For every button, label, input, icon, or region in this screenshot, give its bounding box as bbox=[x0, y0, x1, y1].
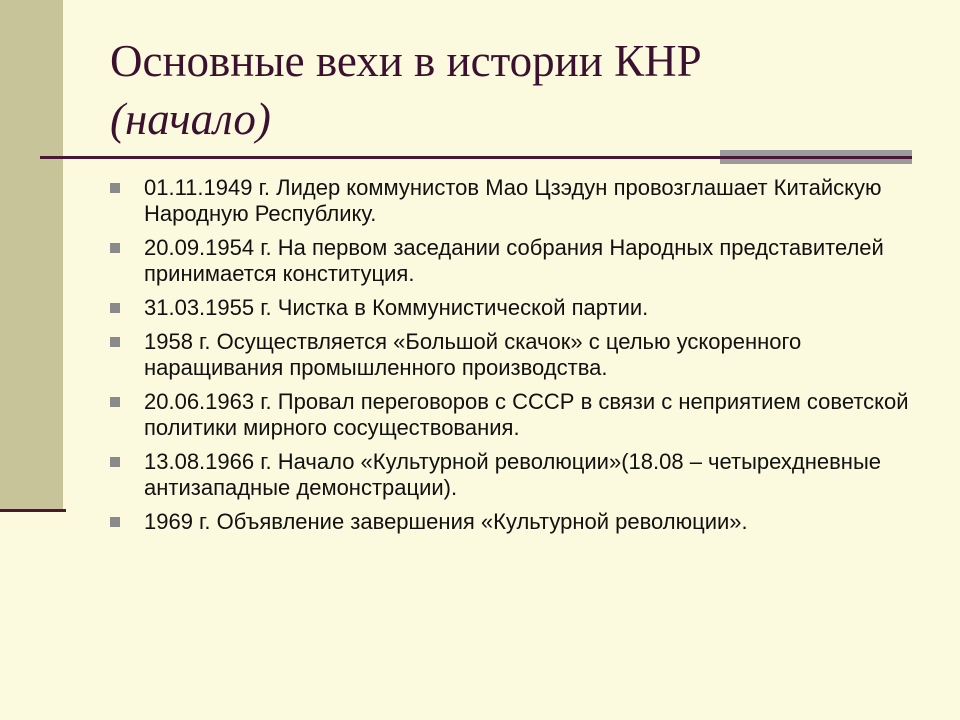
list-item bbox=[110, 235, 910, 287]
square-bullet-icon bbox=[110, 243, 120, 253]
list-item bbox=[110, 509, 910, 535]
timeline-list bbox=[110, 175, 910, 543]
square-bullet-icon bbox=[110, 457, 120, 467]
list-item bbox=[110, 389, 910, 441]
list-item bbox=[110, 329, 910, 381]
square-bullet-icon bbox=[110, 303, 120, 313]
list-item bbox=[110, 449, 910, 501]
title-divider-accent-line bbox=[720, 156, 912, 159]
list-item-text: 1969 г. Объявление завершения «Культурной революции». bbox=[144, 509, 748, 534]
square-bullet-icon bbox=[110, 337, 120, 347]
square-bullet-icon bbox=[110, 183, 120, 193]
left-sidebar-decoration bbox=[0, 0, 63, 510]
list-item-text: 1958 г. Осуществляется «Большой скачок» с целью ускоренного наращивания промышленного производства. bbox=[144, 329, 802, 380]
list-item-text: 13.08.1966 г. Начало «Культурной революции»(18.08 – четырехдневные антизападные демонстрации). bbox=[144, 449, 881, 500]
slide-title bbox=[110, 32, 910, 148]
sidebar-underline bbox=[0, 509, 66, 512]
list-item-text: 20.06.1963 г. Провал переговоров с СССР в связи с неприятием советской политики мирного сосуществования. bbox=[144, 389, 909, 440]
square-bullet-icon bbox=[110, 517, 120, 527]
list-item bbox=[110, 175, 910, 227]
list-item-text: 20.09.1954 г. На первом заседании собрания Народных представителей принимается конституция. bbox=[144, 235, 884, 286]
list-item bbox=[110, 295, 910, 321]
list-item-text: 31.03.1955 г. Чистка в Коммунистической партии. bbox=[144, 295, 649, 320]
title-line-2: (начало) bbox=[110, 94, 271, 144]
square-bullet-icon bbox=[110, 397, 120, 407]
title-line-1: Основные вехи в истории КНР bbox=[110, 36, 702, 86]
list-item-text: 01.11.1949 г. Лидер коммунистов Мао Цзэдун провозглашает Китайскую Народную Республику. bbox=[144, 175, 882, 226]
